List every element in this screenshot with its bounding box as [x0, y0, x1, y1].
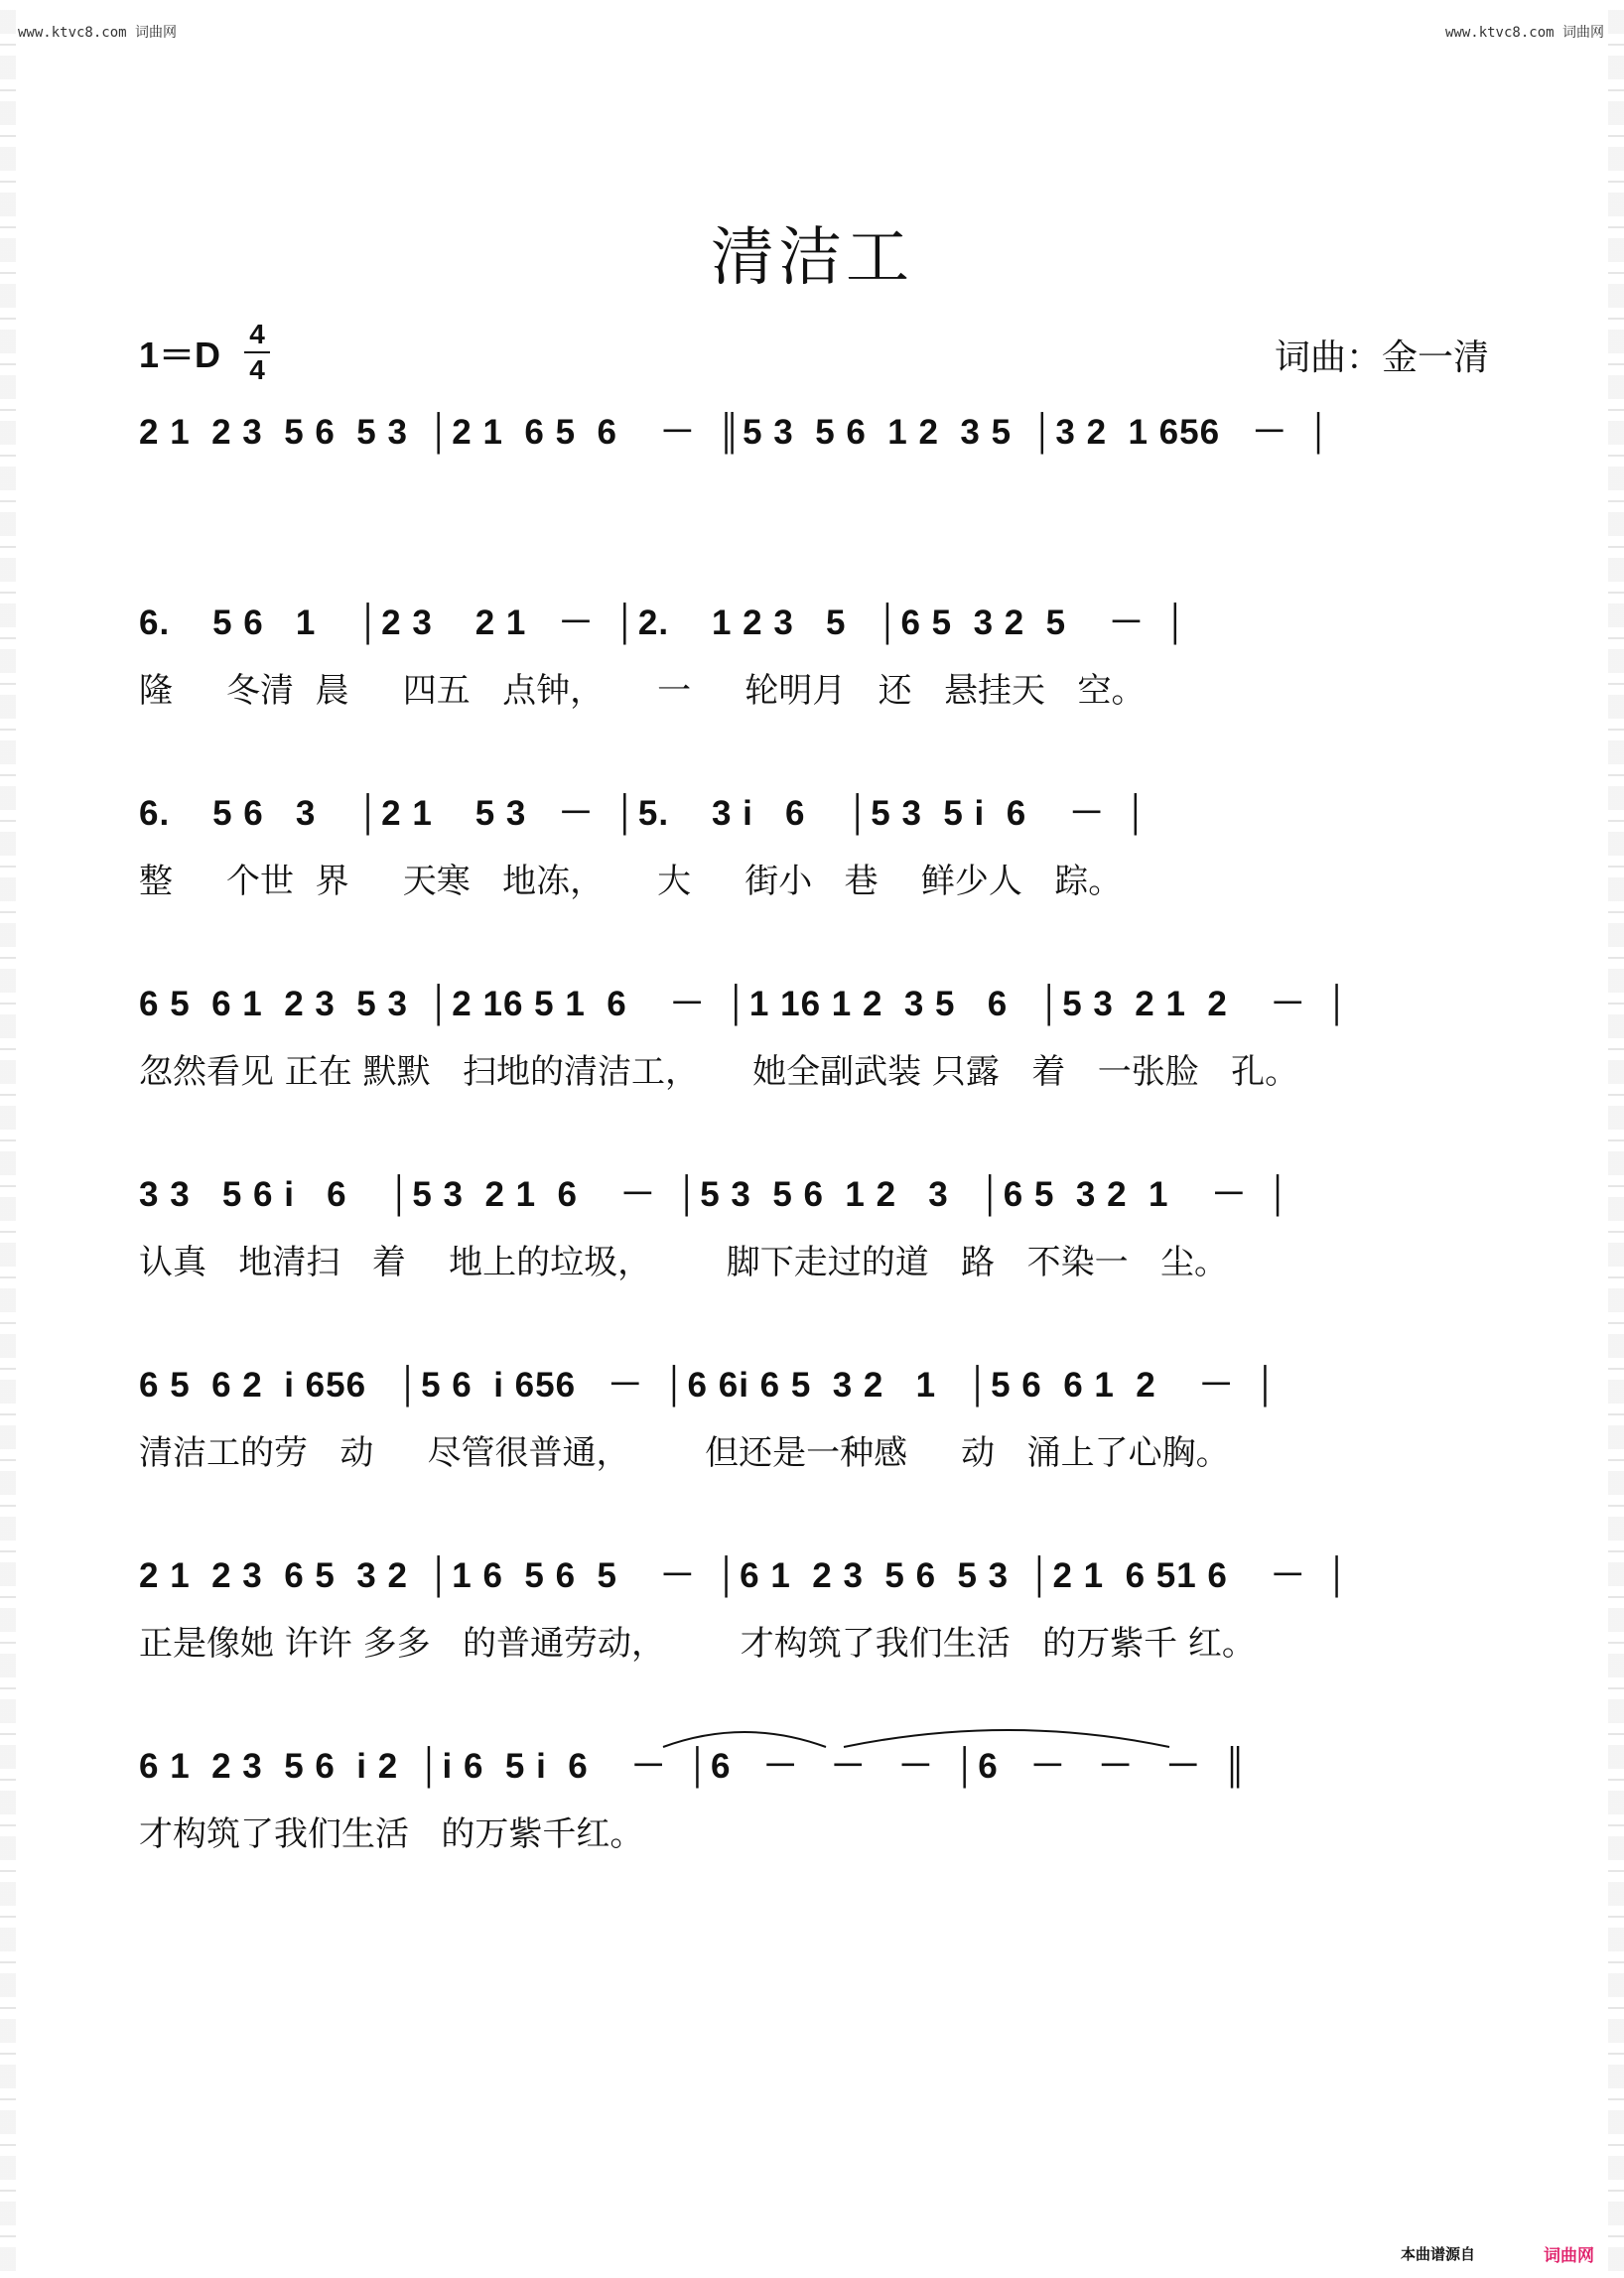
header-left-site: www.ktvc8.com 词曲网 [18, 25, 178, 41]
time-signature [244, 320, 270, 385]
notation-line-3: 6. 5 6 3 │2 1 5 3 － │5. 3 i 6 │5 3 5 i 6 － │ [139, 794, 1150, 833]
lyric-line-2: 隆 冬清 晨 四五 点钟， 一 轮明月 还 悬挂天 空。 [139, 671, 1146, 711]
time-signature-divider [244, 351, 270, 353]
lyric-line-5: 认真 地清扫 着 地上的垃圾， 脚下走过的道 路 不染一 尘。 [139, 1243, 1228, 1282]
composer-credit: 词曲：金一清 [1274, 337, 1489, 378]
lyric-line-8: 才构筑了我们生活 的万紫千红。 [139, 1814, 644, 1854]
notation-line-7: 2 1 2 3 6 5 3 2 │1 6 5 6 5 － │6 1 2 3 5 6 5 3 │2 1 6 51 6 － │ [139, 1556, 1351, 1595]
time-signature-top: 4 [249, 319, 265, 349]
notation-line-5: 3 3 5 6 i 6 │5 3 2 1 6 － │5 3 5 6 1 2 3 │6 5 3 2 1 － │ [139, 1175, 1291, 1214]
notation-line-8: 6 1 2 3 5 6 i 2 │i 6 5 i 6 － │6 － － － │6 － － － ║ [139, 1747, 1249, 1786]
tie-arc-1 [663, 1732, 826, 1747]
tie-arcs [659, 1717, 1175, 1757]
left-watermark-strip [0, 0, 16, 2278]
header-right-site: www.ktvc8.com 词曲网 [1444, 25, 1604, 41]
notation-line-4: 6 5 6 1 2 3 5 3 │2 16 5 1 6 － │1 16 1 2 3 5 6 │5 3 2 1 2 － │ [139, 985, 1351, 1023]
key-signature: 1＝D [139, 335, 221, 375]
lyric-line-7: 正是像她 许许 多多 的普通劳动， 才构筑了我们生活 的万紫千 红。 [139, 1624, 1256, 1664]
lyric-line-6: 清洁工的劳 动 尽管很普通， 但还是一种感 动 涌上了心胸。 [139, 1433, 1230, 1473]
song-title: 清洁工 [711, 221, 913, 295]
right-watermark-strip [1608, 0, 1624, 2278]
tie-arc-2 [844, 1730, 1169, 1747]
footer-site-logo[interactable]: 词曲网 [1544, 2246, 1594, 2265]
lyric-line-4: 忽然看见 正在 默默 扫地的清洁工， 她全副武装 只露 着 一张脸 孔。 [139, 1052, 1299, 1092]
lyric-line-3: 整 个世 界 天寒 地冻， 大 街小 巷 鲜少人 踪。 [139, 862, 1123, 901]
notation-line-6: 6 5 6 2 i 656 │5 6 i 656 － │6 6i 6 5 3 2 1 │5 6 6 1 2 － │ [139, 1366, 1279, 1405]
time-signature-bottom: 4 [249, 354, 265, 385]
notation-line-2: 6. 5 6 1 │2 3 2 1 － │2. 1 2 3 5 │6 5 3 2 5 － │ [139, 603, 1189, 642]
notation-line-1: 2 1 2 3 5 6 5 3 │2 1 6 5 6 － ║5 3 5 6 1 2 3 5 │3 2 1 656 － │ [139, 413, 1332, 452]
footer-source-label: 本曲谱源自 [1400, 2246, 1475, 2263]
